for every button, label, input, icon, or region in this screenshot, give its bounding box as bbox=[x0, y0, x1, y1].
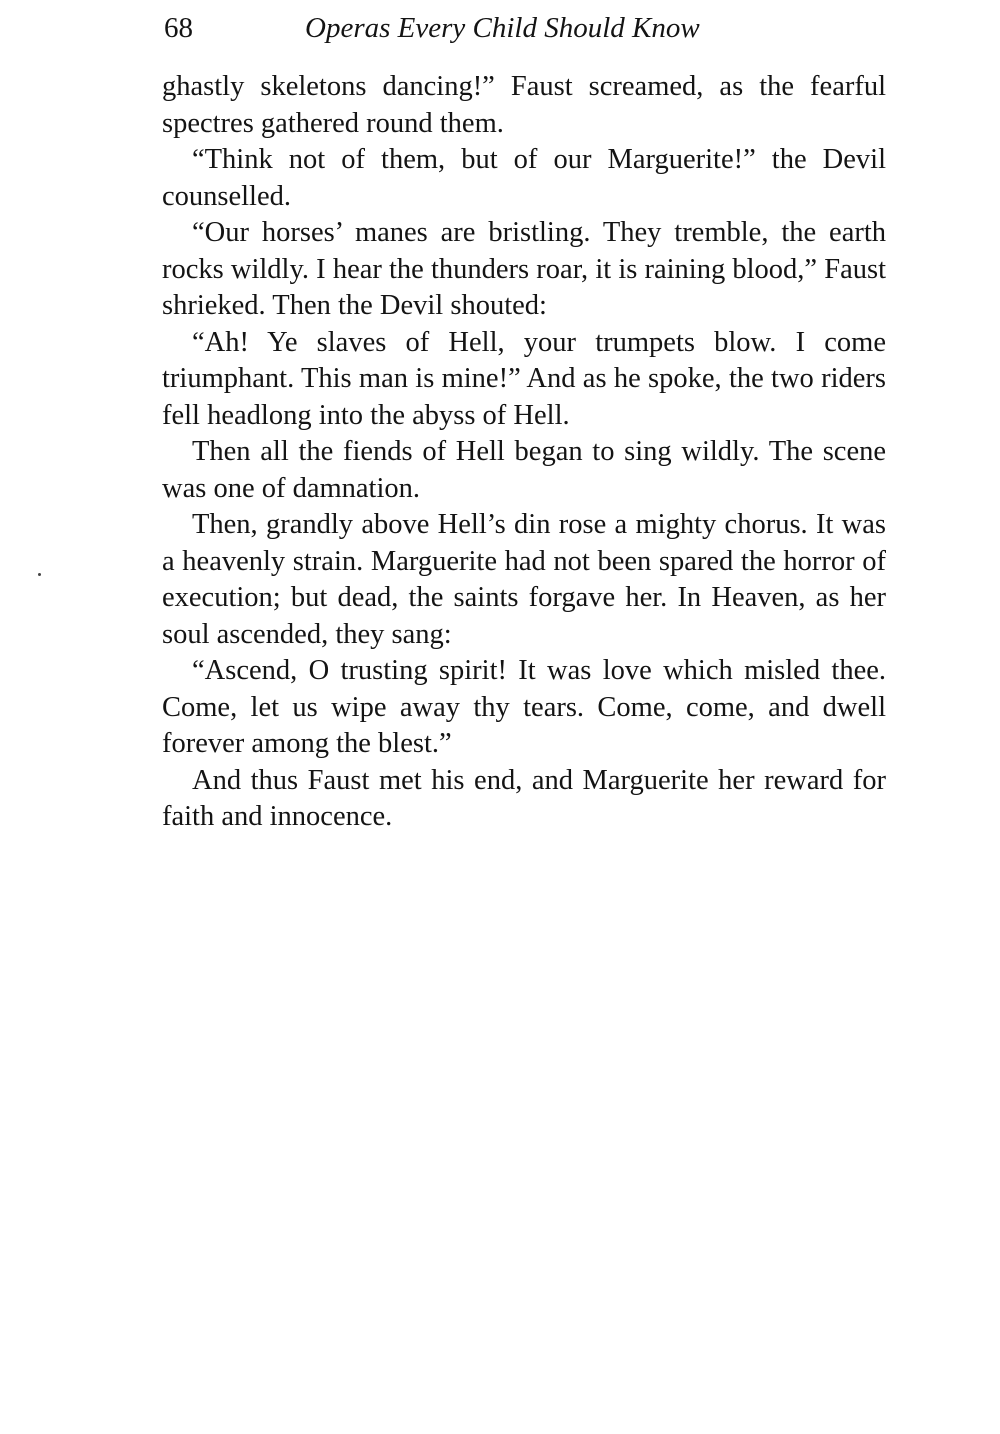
book-page bbox=[162, 0, 886, 832]
paragraph-8: And thus Faust met his end, and Marguerite her reward for faith and innocence. bbox=[162, 764, 886, 832]
paragraph-6: Then, grandly above Hell’s din rose a mighty chorus. It was a heavenly strain. Marguerite had not been spared the horror of execution; but dead, the saints forgave her. In Heaven, as her soul ascended, they sang: bbox=[162, 509, 886, 650]
book-title: Operas Every Child Should Know bbox=[305, 12, 700, 44]
paragraph-2: “Think not of them, but of our Marguerite!” the Devil counselled. bbox=[162, 144, 886, 212]
paragraph-7: “Ascend, O trusting spirit! It was love which misled thee. Come, let us wipe away thy tears. Come, come, and dwell forever among the blest.” bbox=[162, 655, 886, 759]
paragraph-5: Then all the fiends of Hell began to sing wildly. The scene was one of damnation. bbox=[162, 436, 886, 504]
body-text bbox=[162, 69, 886, 836]
stray-print-mark bbox=[38, 573, 41, 576]
paragraph-3: “Our horses’ manes are bristling. They tremble, the earth rocks wildly. I hear the thunders roar, it is raining blood,” Faust shrieked. Then the Devil shouted: bbox=[162, 217, 886, 321]
page-number: 68 bbox=[164, 12, 193, 44]
paragraph-1: ghastly skeletons dancing!” Faust screamed, as the fearful spectres gathered round them. bbox=[162, 71, 886, 139]
paragraph-4: “Ah! Ye slaves of Hell, your trumpets blow. I come triumphant. This man is mine!” And as he spoke, the two riders fell headlong into the abyss of Hell. bbox=[162, 326, 886, 431]
running-head bbox=[162, 0, 886, 60]
